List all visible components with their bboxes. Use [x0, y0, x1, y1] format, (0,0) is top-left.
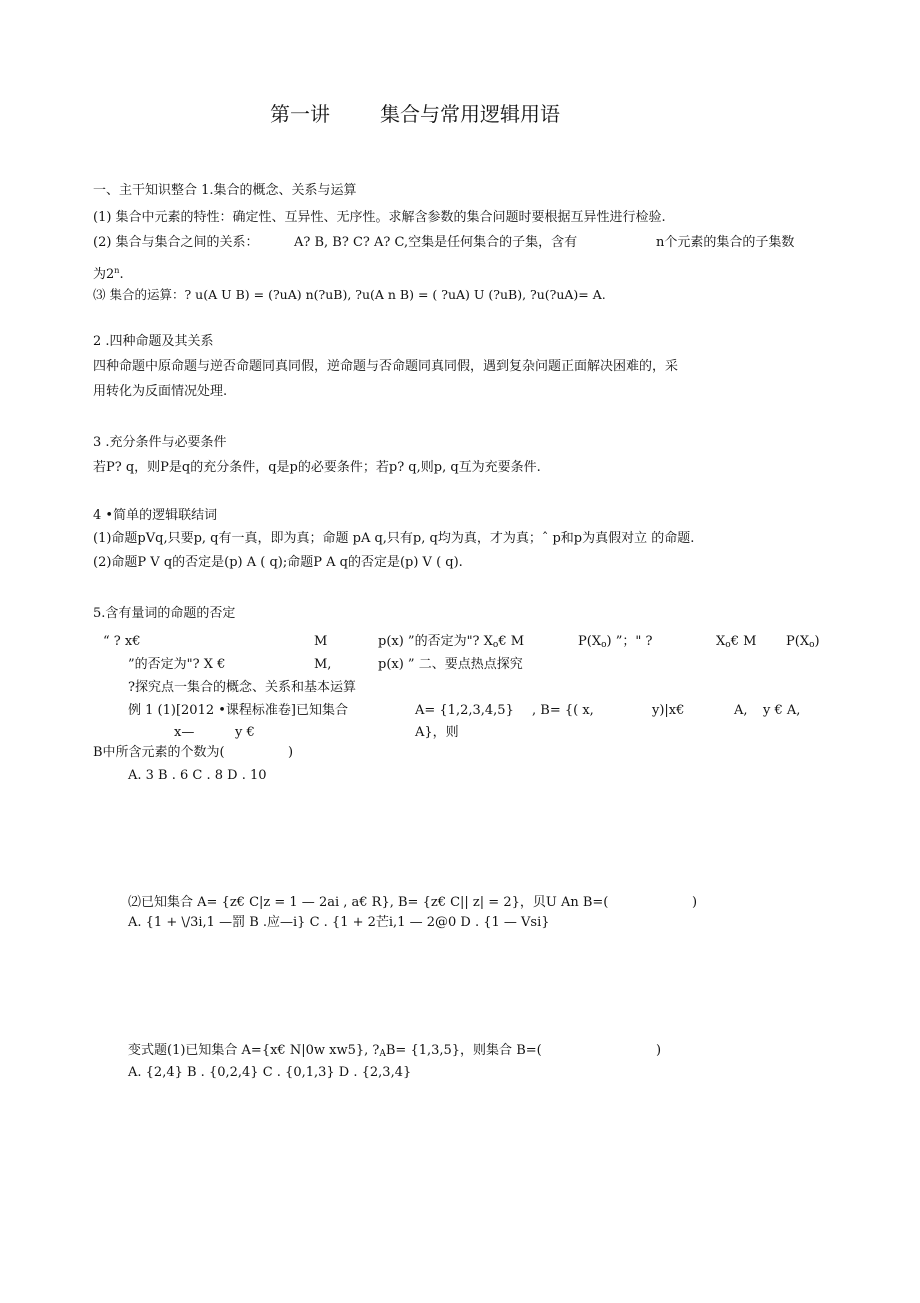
- q1-part-n: ): [814, 634, 820, 649]
- q1-part-k: € M: [730, 634, 757, 649]
- section3-heading: 3 .充分条件与必要条件: [93, 435, 227, 450]
- section2-line1: 四种命题中原命题与逆否命题同真同假，逆命题与否命题同真同假，遇到复杂问题正面解决困难的，采: [93, 359, 679, 374]
- example1-e: A,: [734, 703, 748, 718]
- example1-b: A= {1,2,3,4,5}: [415, 703, 514, 718]
- section1-line2c: n个元素的集合的子集数: [656, 235, 795, 250]
- variant1-question: [128, 1043, 542, 1062]
- example1-i: A}，则: [415, 725, 459, 740]
- lecture-topic: 集合与常用逻辑用语: [380, 102, 560, 126]
- example2-question: ⑵已知集合 A= {z€ C|z = 1 — 2ai , a€ R}, B= {z€ C|| z| = 2}，贝U An B=(: [128, 895, 609, 910]
- example1-options: A. 3 B . 6 C . 8 D . 10: [128, 768, 267, 783]
- quantifier-line2-a: ”的否定为"? X €: [128, 657, 226, 672]
- example1-k: ): [288, 745, 294, 760]
- quantifier-line1-i: [716, 634, 756, 653]
- q1-sub-o4: o: [809, 640, 815, 650]
- example1-f: y € A,: [763, 703, 801, 718]
- q1-part-i: X: [716, 634, 726, 649]
- q1-part-e: € M: [498, 634, 525, 649]
- explore-point-heading: ?探究点一集合的概念、关系和基本运算: [128, 680, 356, 695]
- variant1-part-a: 变式题(1)已知集合 A={x€ N|0w xw5}, ?: [128, 1043, 380, 1058]
- quantifier-line1-l: [786, 634, 820, 653]
- section1-line2a: (2) 集合与集合之间的关系：: [93, 235, 259, 250]
- section2-line2: 用转化为反面情况处理.: [93, 384, 228, 399]
- section2-heading: 2 .四种命题及其关系: [93, 334, 214, 349]
- example1-a: 例 1 (1)[2012 •课程标准卷]已知集合: [128, 703, 348, 718]
- page-title: [270, 101, 560, 127]
- variant1-sub-a: A: [379, 1049, 386, 1059]
- section1-line2b: A? B, B? C? A? C,空集是任何集合的子集，含有: [294, 235, 578, 250]
- quantifier-line2-b: M,: [314, 657, 332, 672]
- variant1-options: A. {2,4} B . {0,2,4} C . {0,1,3} D . {2,3,4}: [128, 1065, 412, 1080]
- q1-sub-o2: o: [601, 640, 607, 650]
- section3-line1: 若P? q，则P是q的充分条件，q是p的必要条件；若p? q,则p, q互为充要条件.: [93, 460, 541, 475]
- quantifier-line1-f: [578, 634, 652, 653]
- lecture-number: 第一讲: [270, 102, 330, 126]
- example1-h: y €: [235, 725, 255, 740]
- variant1-paren: ): [656, 1043, 662, 1058]
- section4-heading: 4 •简单的逻辑联结词: [93, 508, 218, 523]
- example2-options: A. {1 + \/3i,1 —罰 B .应—i} C . {1 + 2芒i,1 — 2@0 D . {1 — Vsi}: [128, 915, 550, 930]
- q1-part-l: P(X: [786, 634, 810, 649]
- quantifier-line1-b: M: [314, 634, 328, 649]
- section1-line3: ⑶ 集合的运算：? u(A U B) = (?uA) n(?uB), ?u(A n B) = ( ?uA) U (?uB), ?u(?uA)= A.: [93, 287, 606, 302]
- section5-heading: 5.含有量词的命题的否定: [93, 606, 236, 621]
- q1-sub-o3: o: [725, 640, 731, 650]
- quantifier-line1-c: [378, 634, 524, 653]
- section4-line2: (2)命题P V q的否定是(p) A ( q);命题P A q的否定是(p) V ( q).: [93, 555, 463, 570]
- example1-j: B中所含元素的个数为(: [93, 745, 225, 760]
- subset-count-text: 为2: [93, 267, 115, 282]
- section4-line1: (1)命题pVq,只要p, q有一真，即为真；命题 pA q,只有p, q均为真，才为真；ˆ p和p为真假对立 的命题.: [93, 531, 695, 546]
- section1-line2d: [93, 263, 124, 283]
- period: .: [119, 267, 124, 282]
- variant1-part-c: B= {1,3,5}，则集合 B=(: [385, 1043, 542, 1058]
- exponent-n: n: [114, 266, 120, 275]
- quantifier-line2-c: p(x) ” 二、要点热点探究: [378, 657, 523, 672]
- q1-part-f: P(X: [578, 634, 602, 649]
- q1-sub-o: o: [492, 640, 499, 650]
- quantifier-line1-a: “ ? x€: [103, 634, 141, 649]
- example1-g: x—: [174, 725, 195, 740]
- q1-part-h: ) ”；" ?: [606, 634, 653, 649]
- q1-part-c: p(x) ”的否定为"? X: [378, 634, 493, 649]
- example1-c: , B= {( x,: [532, 703, 594, 718]
- section1-line1: (1) 集合中元素的特性：确定性、互异性、无序性。求解含参数的集合问题时要根据互异性进行检验.: [93, 210, 666, 225]
- section1-heading: 一、主干知识整合 1.集合的概念、关系与运算: [93, 183, 357, 198]
- example1-d: y)|x€: [652, 703, 685, 718]
- example2-paren: ): [692, 895, 698, 910]
